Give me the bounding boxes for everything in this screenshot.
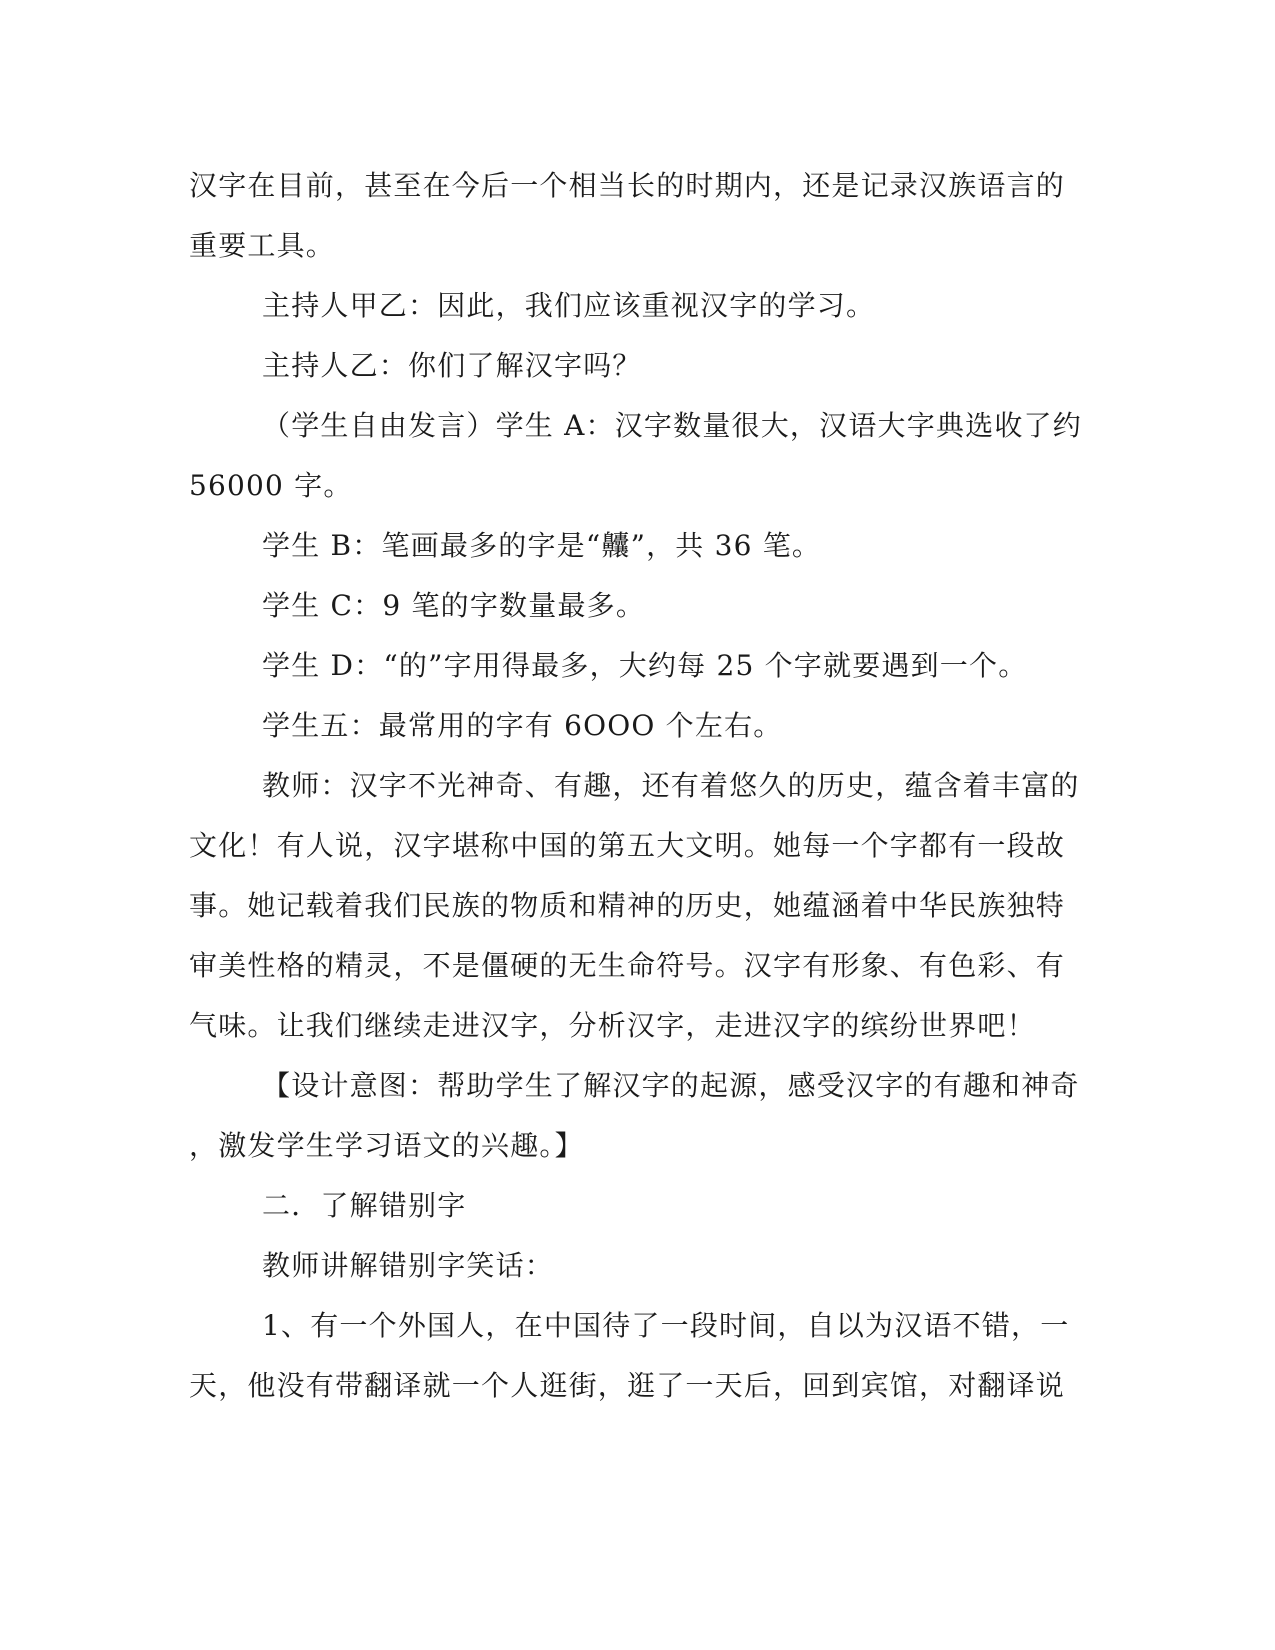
text-line: 重要工具。 — [189, 229, 336, 262]
text-line: 56000 字。 — [189, 469, 353, 502]
text-line: 教师：汉字不光神奇、有趣，还有着悠久的历史，蕴含着丰富的 — [262, 769, 1080, 802]
text-line: 教师讲解错别字笑话： — [262, 1249, 555, 1282]
text-line: 气味。让我们继续走进汉字，分析汉字，走进汉字的缤纷世界吧！ — [189, 1009, 1036, 1042]
text-line: 文化！有人说，汉字堪称中国的第五大文明。她每一个字都有一段故 — [189, 829, 1066, 862]
text-line: （学生自由发言）学生 A：汉字数量很大，汉语大字典选收了约 — [262, 409, 1082, 442]
text-line: 1、有一个外国人，在中国待了一段时间，自以为汉语不错，一 — [262, 1309, 1070, 1342]
text-line: 学生五：最常用的字有 6OOO 个左右。 — [262, 709, 783, 742]
text-line: 天，他没有带翻译就一个人逛街，逛了一天后，回到宾馆，对翻译说 — [189, 1369, 1066, 1402]
text-line: 审美性格的精灵，不是僵硬的无生命符号。汉字有形象、有色彩、有 — [189, 949, 1066, 982]
text-line: ，激发学生学习语文的兴趣。】 — [189, 1129, 584, 1162]
text-line: 学生 D：“的”字用得最多，大约每 25 个字就要遇到一个。 — [262, 649, 1028, 682]
text-line: 学生 C：9 笔的字数量最多。 — [262, 589, 646, 622]
text-line: 汉字在目前，甚至在今后一个相当长的时期内，还是记录汉族语言的 — [189, 169, 1066, 202]
text-line: 学生 B：笔画最多的字是“齉”，共 36 笔。 — [262, 529, 822, 562]
text-line: 主持人乙：你们了解汉字吗？ — [262, 349, 642, 382]
text-line: 事。她记载着我们民族的物质和精神的历史，她蕴涵着中华民族独特 — [189, 889, 1066, 922]
section-heading: 二．了解错别字 — [262, 1189, 467, 1222]
text-line: 主持人甲乙：因此，我们应该重视汉字的学习。 — [262, 289, 876, 322]
text-line: 【设计意图：帮助学生了解汉字的起源，感受汉字的有趣和神奇 — [262, 1069, 1080, 1102]
